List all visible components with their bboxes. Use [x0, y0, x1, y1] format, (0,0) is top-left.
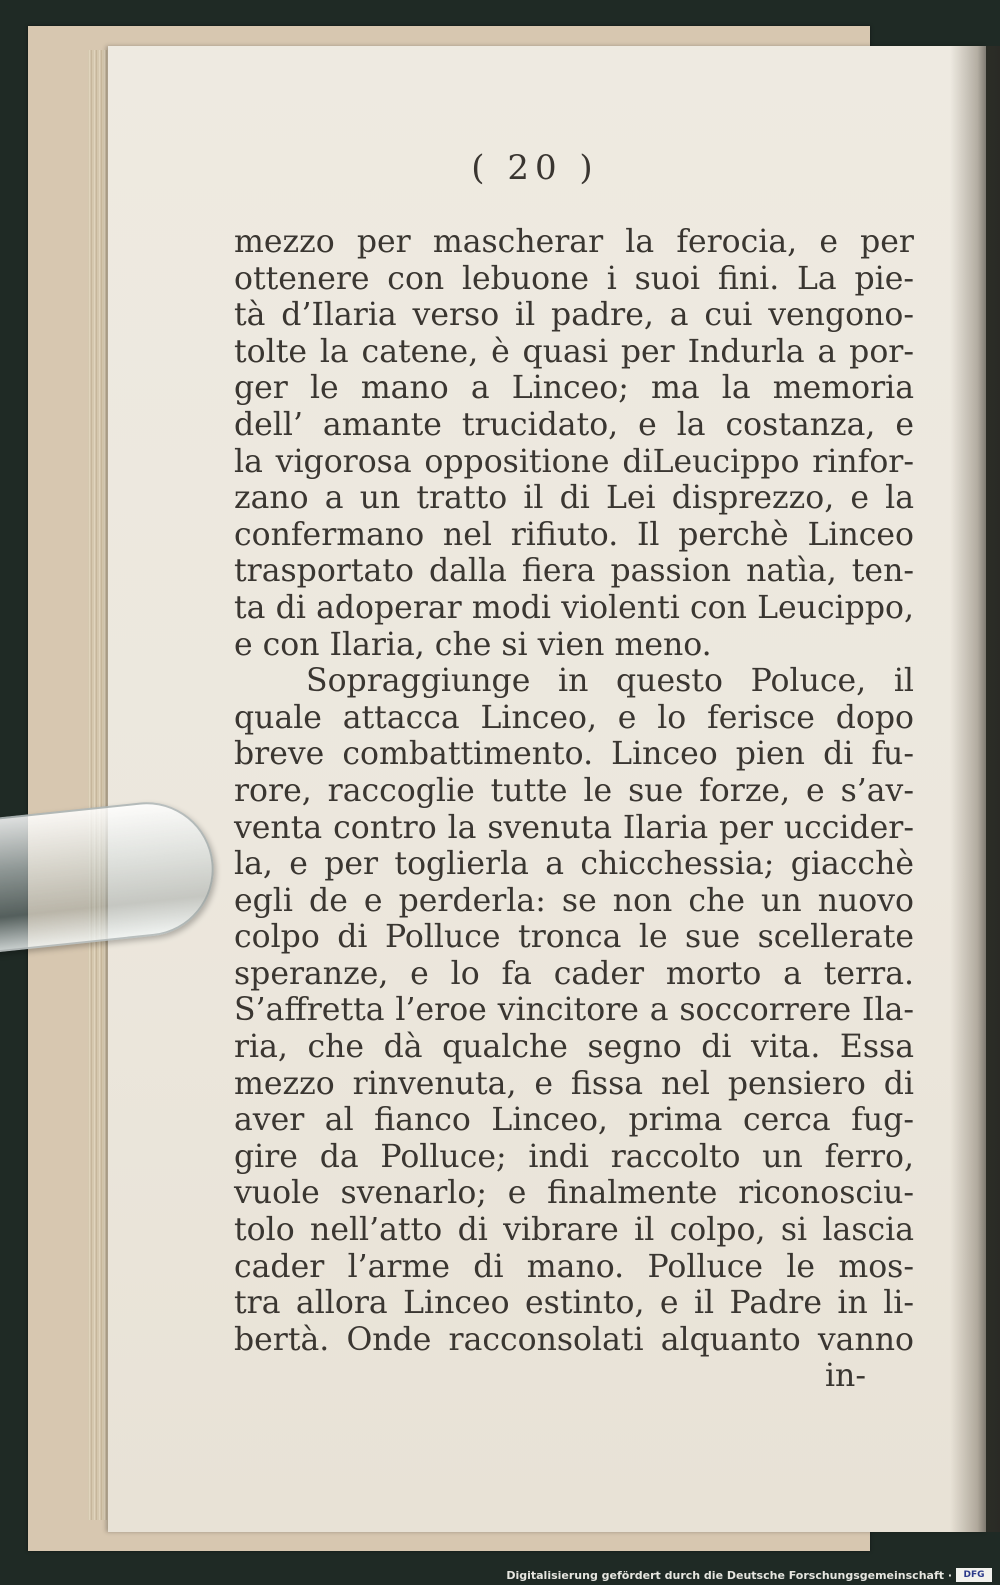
text-line: trasportato dalla fiera passion natìa, ten- — [234, 553, 914, 590]
text-line: breve combattimento. Linceo pien di fu- — [234, 736, 914, 773]
text-line: gire da Polluce; indi raccolto un ferro, — [234, 1138, 914, 1175]
text-line: venta contro la svenuta Ilaria per uccider- — [234, 809, 914, 846]
text-line: tà d’Ilaria verso il padre, a cui vengono- — [234, 297, 914, 334]
text-line: S’affretta l’eroe vincitore a soccorrere Ila- — [234, 992, 914, 1029]
text-line: speranze, e lo fa cader morto a terra. — [234, 955, 914, 992]
page-text — [234, 224, 914, 1395]
text-line: tra allora Linceo estinto, e il Padre in li- — [234, 1285, 914, 1322]
text-line: ger le mano a Linceo; ma la memoria — [234, 370, 914, 407]
text-line: vuole svenarlo; e finalmente riconosciu- — [234, 1175, 914, 1212]
text-line: rore, raccoglie tutte le sue forze, e s’av- — [234, 772, 914, 809]
text-line: aver al fianco Linceo, prima cerca fug- — [234, 1102, 914, 1139]
dfg-logo: DFG — [956, 1568, 992, 1582]
text-line: la, e per toglierla a chicchessia; giacchè — [234, 846, 914, 883]
text-line: la vigorosa oppositione diLeucippo rinfor- — [234, 443, 914, 480]
text-line: ria, che dà qualche segno di vita. Essa — [234, 1029, 914, 1066]
catchword: in- — [824, 1358, 866, 1395]
text-line: cader l’arme di mano. Polluce le mos- — [234, 1248, 914, 1285]
page-shadow — [950, 46, 1000, 1532]
text-line: zano a un tratto il di Lei disprezzo, e la — [234, 480, 914, 517]
text-line: ottenere con lebuone i suoi fini. La pie- — [234, 260, 914, 297]
text-line: mezzo rinvenuta, e fissa nel pensiero di — [234, 1065, 914, 1102]
text-line: ta di adoperar modi violenti con Leucippo, — [234, 589, 914, 626]
text-line: tolte la catene, è quasi per Indurla a por- — [234, 333, 914, 370]
digitization-credit: Digitalisierung gefördert durch die Deutsche Forschungsgemeinschaft · — [506, 1569, 952, 1582]
text-line: mezzo per mascherar la ferocia, e per — [234, 224, 914, 260]
page-number: ( 20 ) — [471, 148, 599, 188]
text-line: confermano nel rifiuto. Il perchè Linceo — [234, 516, 914, 553]
text-line: bertà. Onde racconsolati alquanto vanno — [234, 1321, 914, 1358]
text-line: Sopraggiunge in questo Poluce, il — [306, 663, 914, 700]
text-line: colpo di Polluce tronca le sue scellerate — [234, 919, 914, 956]
text-line: egli de e perderla: se non che un nuovo — [234, 882, 914, 919]
text-line: tolo nell’atto di vibrare il colpo, si lascia — [234, 1212, 914, 1249]
text-line: e con Ilaria, che si vien meno. — [234, 626, 712, 663]
text-line: quale attacca Linceo, e lo ferisce dopo — [234, 699, 914, 736]
text-line: dell’ amante trucidato, e la costanza, e — [234, 406, 914, 443]
